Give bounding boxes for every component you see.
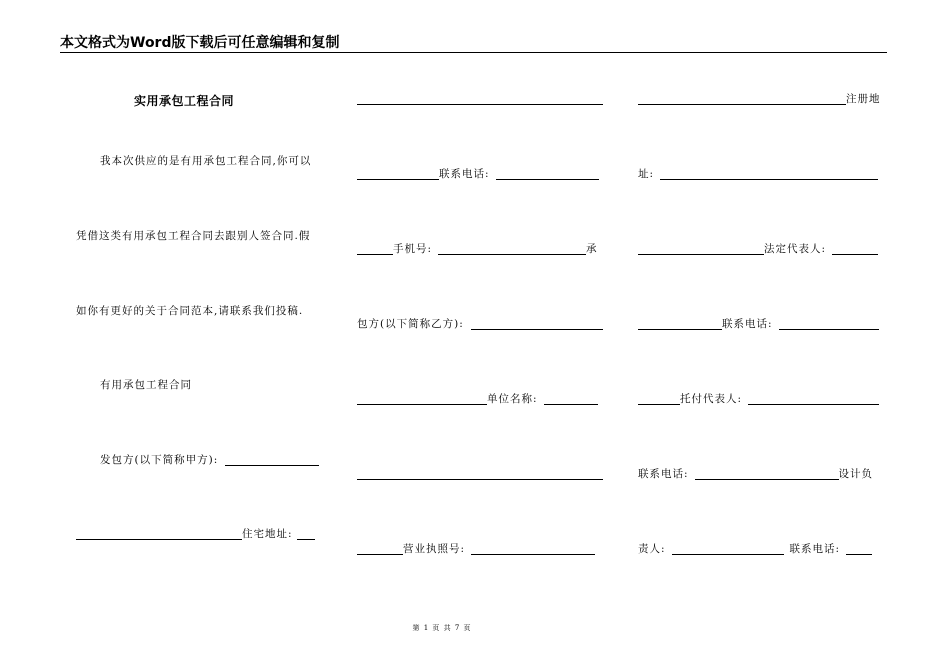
col2-unit-blank[interactable] xyxy=(544,392,598,405)
col3-agent-label: 托付代表人: xyxy=(680,393,743,405)
col3-legal-blank[interactable] xyxy=(832,242,878,255)
col3-legal-prefix-blank[interactable] xyxy=(638,242,764,255)
col2-blank-6[interactable] xyxy=(357,467,603,480)
col2-party-b-label: 包方(以下简称乙方): xyxy=(357,318,464,330)
document-header: 本文格式为Word版下载后可任意编辑和复制 xyxy=(60,35,340,51)
address-prefix-blank[interactable] xyxy=(76,527,242,540)
col2-mobile-label: 手机号: xyxy=(393,243,433,255)
col2-party-b-row xyxy=(357,317,603,331)
col2-unit-label: 单位名称: xyxy=(487,393,538,405)
col2-unit-prefix-blank[interactable] xyxy=(357,392,487,405)
col2-phone-label: 联系电话: xyxy=(439,168,490,180)
col3-agent-row xyxy=(638,392,879,406)
col2-mobile-prefix-blank[interactable] xyxy=(357,242,393,255)
col3-design-label: 设计负 xyxy=(838,468,874,480)
col3-phone3-blank[interactable] xyxy=(846,542,872,555)
intro-line-1: 我本次供应的是有用承包工程合同,你可以 xyxy=(100,155,312,167)
col2-row-1 xyxy=(357,92,603,106)
col2-unit-row xyxy=(357,392,598,406)
col3-reg-row xyxy=(638,92,881,106)
col2-cheng: 承 xyxy=(586,243,598,255)
intro-line-3: 如你有更好的关于合同范本,请联系我们投稿. xyxy=(76,305,304,317)
col3-resp-blank[interactable] xyxy=(672,542,784,555)
col3-phone3-label: 联系电话: xyxy=(789,543,841,555)
col2-phone-blank[interactable] xyxy=(496,167,599,180)
address-label: 住宅地址: xyxy=(242,528,293,540)
col3-phone2-label: 联系电话: xyxy=(638,468,689,480)
col2-phone-prefix-blank[interactable] xyxy=(357,167,439,180)
col3-addr-blank[interactable] xyxy=(660,167,878,180)
col2-license-row xyxy=(357,542,595,556)
col3-phone-row xyxy=(638,317,879,331)
party-a-row xyxy=(100,453,319,467)
col3-agent-blank[interactable] xyxy=(748,392,879,405)
address-row xyxy=(76,527,315,541)
col3-reg-prefix-blank[interactable] xyxy=(638,92,846,105)
col2-license-prefix-blank[interactable] xyxy=(357,542,403,555)
col3-reg-label: 注册地 xyxy=(846,93,881,105)
header-rule xyxy=(60,52,887,53)
page-number-footer: 第 1 页 共 7 页 xyxy=(412,624,472,632)
col2-blank-1[interactable] xyxy=(357,92,603,105)
col2-row-6 xyxy=(357,467,603,481)
contract-title: 实用承包工程合同 xyxy=(134,94,235,108)
col2-license-blank[interactable] xyxy=(471,542,595,555)
col3-phone-label: 联系电话: xyxy=(722,318,773,330)
col2-phone-row xyxy=(357,167,599,181)
col3-resp-row xyxy=(638,542,872,556)
col2-mobile-blank[interactable] xyxy=(438,242,586,255)
col3-phone2-row xyxy=(638,467,873,481)
col3-addr-label: 址: xyxy=(638,168,655,180)
col3-phone2-blank[interactable] xyxy=(695,467,839,480)
col2-party-b-blank[interactable] xyxy=(471,317,603,330)
col3-addr-row xyxy=(638,167,878,181)
intro-line-2: 凭借这类有用承包工程合同去跟别人签合同.假 xyxy=(76,230,311,242)
col2-license-label: 营业执照号: xyxy=(403,543,466,555)
address-blank[interactable] xyxy=(297,527,315,540)
col3-legal-row xyxy=(638,242,878,256)
col2-mobile-row xyxy=(357,242,598,256)
party-a-label: 发包方(以下简称甲方): xyxy=(100,454,219,466)
col3-resp-label: 责人: xyxy=(638,543,666,555)
col3-agent-prefix-blank[interactable] xyxy=(638,392,680,405)
col3-legal-label: 法定代表人: xyxy=(764,243,827,255)
col3-phone-prefix-blank[interactable] xyxy=(638,317,722,330)
party-a-blank[interactable] xyxy=(225,453,319,466)
contract-subtitle: 有用承包工程合同 xyxy=(100,379,192,391)
col3-phone-blank[interactable] xyxy=(779,317,879,330)
